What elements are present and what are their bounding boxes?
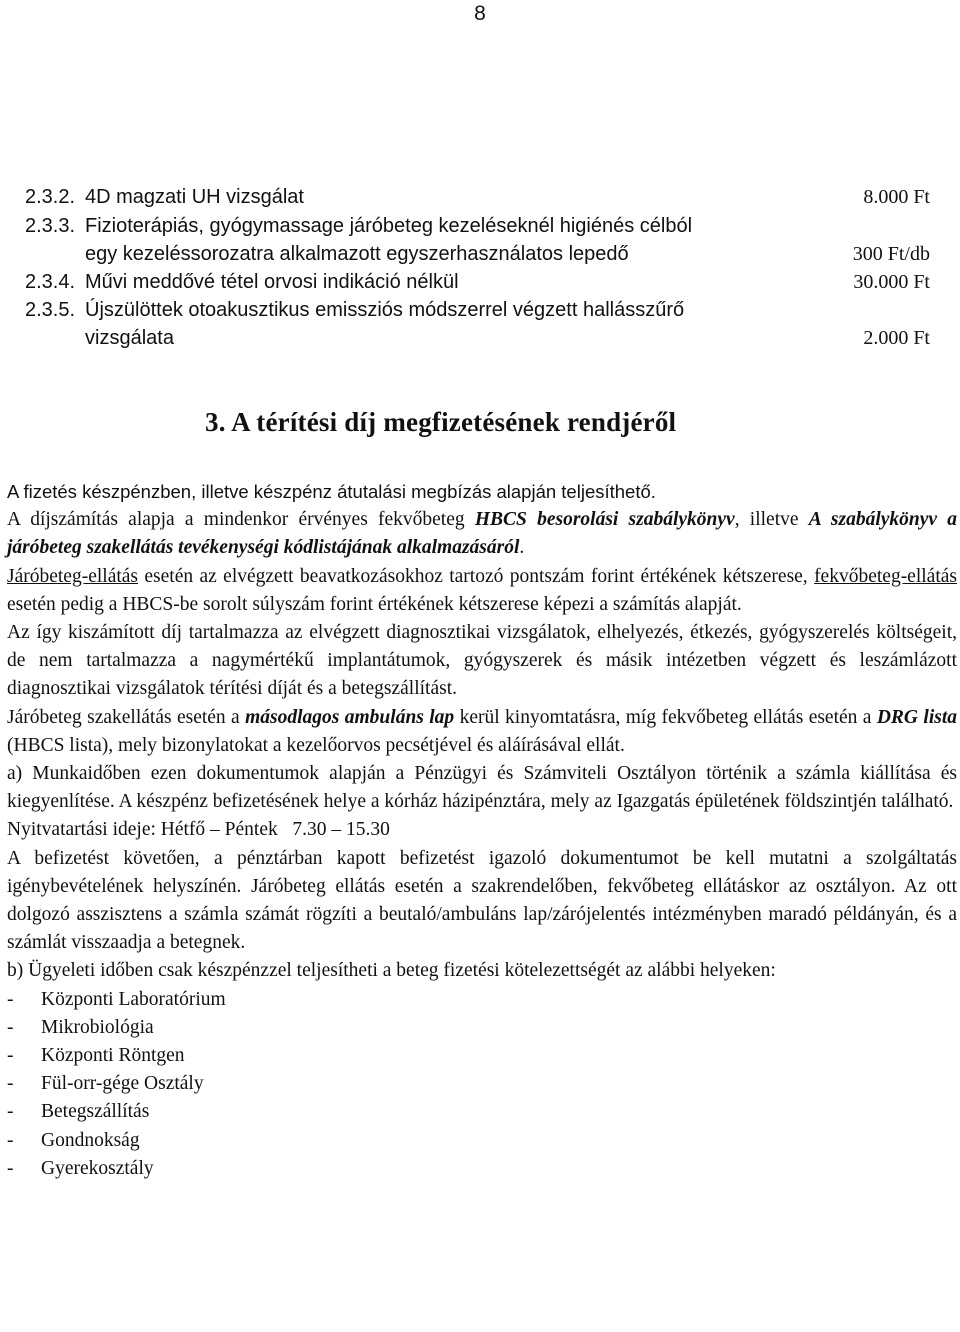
emphasis-rulebook: A szabálykönyv a járóbeteg szakellátás tevékenységi kódlistájának alkalmazásáról: [7, 509, 958, 559]
paragraph-text: Nyitvatartási ideje: Hétfő – Péntek 7.30 – 15.30: [7, 819, 390, 841]
underlined-outpatient: Járóbeteg-ellátás: [7, 565, 139, 587]
paragraph-text: A fizetés készpénzben, illetve készpénz átutalási megbízás alapján teljesíthető.: [7, 481, 656, 502]
item-number: 2.3.5.: [25, 299, 76, 321]
underlined-inpatient: fekvőbeteg-ellátás: [814, 565, 957, 587]
item-price: 30.000 Ft: [853, 271, 930, 293]
list-item: [7, 1155, 957, 1183]
list-marker: -: [7, 988, 14, 1010]
list-item: [7, 1127, 957, 1155]
paragraph-text: b) Ügyeleti időben csak készpénzzel teljesítheti a beteg fizetési kötelezettségét az alábbi helyeken:: [7, 960, 776, 982]
price-item: [25, 214, 930, 270]
paragraph-after-payment: [7, 845, 957, 958]
list-item-label: Központi Laboratórium: [41, 988, 226, 1010]
paragraph-working-hours: [7, 760, 957, 816]
text-segment: kerül kinyomtatásra, míg fekvőbeteg ellátás esetén a: [454, 706, 877, 728]
text-segment: A díjszámítás alapja a mindenkor érvényes fekvőbeteg: [7, 509, 475, 531]
list-item: [7, 986, 957, 1014]
paragraph-text: a) Munkaidőben ezen dokumentumok alapján a Pénzügyi és Számviteli Osztályon történik a számla kiállítása és kiegyenlítése. A készpénz befizetésének helye a kórház házipénztára, mely az Igazgatás épületének földszintjén található.: [7, 763, 957, 813]
list-item: [7, 1098, 957, 1126]
list-item-label: Fül-orr-gége Osztály: [41, 1073, 204, 1095]
paragraph-payment-method: [7, 478, 957, 506]
paragraph-documents: [7, 704, 957, 760]
text-segment: , illetve: [734, 509, 809, 531]
item-description: Újszülöttek otoakusztikus emissziós módszerrel végzett hallásszűrő: [85, 299, 685, 321]
list-item-label: Központi Röntgen: [41, 1045, 185, 1067]
paragraph-on-duty: [7, 957, 957, 985]
item-price: 8.000 Ft: [863, 186, 930, 208]
price-item: [25, 270, 930, 294]
list-item-label: Gyerekosztály: [41, 1157, 154, 1179]
item-number: 2.3.2.: [25, 186, 76, 208]
locations-list: [7, 986, 957, 1183]
list-item-label: Betegszállítás: [41, 1101, 150, 1123]
item-description: Fizioterápiás, gyógymassage járóbeteg kezeléseknél higiénés célból: [85, 215, 693, 237]
list-marker: -: [7, 1073, 14, 1095]
paragraph-care-types: [7, 563, 957, 619]
emphasis-hbcs: HBCS besorolási szabálykönyv: [474, 509, 735, 531]
text-segment: esetén pedig a HBCS-be sorolt súlyszám forint értékének kétszerese képezi a számítás alapját.: [7, 593, 742, 615]
section-heading: 3. A térítési díj megfizetésének rendjéről: [205, 407, 677, 437]
text-segment: .: [519, 537, 525, 559]
item-number: 2.3.4.: [25, 271, 76, 293]
page-number: 8: [474, 2, 486, 25]
list-marker: -: [7, 1129, 14, 1151]
body-text: [7, 478, 957, 1183]
list-marker: -: [7, 1157, 14, 1179]
paragraph-text: A befizetést követően, a pénztárban kapott befizetést igazoló dokumentumot be kell mutatni a szolgáltatás igénybevételének helyszínén. Járóbeteg ellátás esetén a szakrendelőben, fekvőbeteg ellátáskor az osztályon. Az ott dolgozó asszisztens a számla számát rögzíti a beutaló/ambuláns lap/zárójelentés intézményben maradó példányán, és a számlát visszaadja a betegnek.: [7, 847, 957, 954]
item-price: 300 Ft/db: [852, 243, 930, 265]
text-segment: Járóbeteg szakellátás esetén a: [7, 706, 246, 728]
emphasis-ambulance-sheet: másodlagos ambuláns lap: [245, 706, 455, 728]
list-marker: -: [7, 1016, 14, 1038]
item-description-line2: egy kezeléssorozatra alkalmazott egyszerhasználatos lepedő: [85, 243, 629, 265]
list-item: [7, 1070, 957, 1098]
text-segment: (HBCS lista), mely bizonylatokat a kezelőorvos pecsétjével és aláírásával ellát.: [7, 734, 625, 756]
paragraph-opening-hours: [7, 816, 957, 844]
list-marker: -: [7, 1101, 14, 1123]
paragraph-text: Az így kiszámított díj tartalmazza az elvégzett diagnosztikai vizsgálatok, elhelyezés, étkezés, gyógyszerelés költségeit, de nem tartalmazza a nagymértékű implantátumok, gyógyszerek és másik intézetben végzett és leszámlázott diagnosztikai vizsgálatok térítési díját és a betegszállítást.: [7, 622, 957, 700]
price-item: [25, 185, 930, 209]
list-item: [7, 1042, 957, 1070]
text-segment: esetén az elvégzett beavatkozásokhoz tartozó pontszám forint értékének kétszerese,: [138, 565, 815, 587]
price-item: [25, 298, 930, 354]
list-item-label: Gondnokság: [41, 1129, 140, 1151]
list-item: [7, 1014, 957, 1042]
paragraph-calculation-basis: [7, 506, 957, 562]
emphasis-drg-list: DRG lista: [876, 706, 957, 728]
item-price: 2.000 Ft: [863, 327, 930, 349]
list-item-label: Mikrobiológia: [41, 1016, 154, 1038]
list-marker: -: [7, 1045, 14, 1067]
item-description: 4D magzati UH vizsgálat: [85, 186, 304, 208]
item-number: 2.3.3.: [25, 215, 76, 237]
item-description: Művi meddővé tétel orvosi indikáció nélkül: [85, 271, 459, 293]
paragraph-fee-contents: [7, 619, 957, 704]
item-description-line2: vizsgálata: [85, 327, 174, 349]
